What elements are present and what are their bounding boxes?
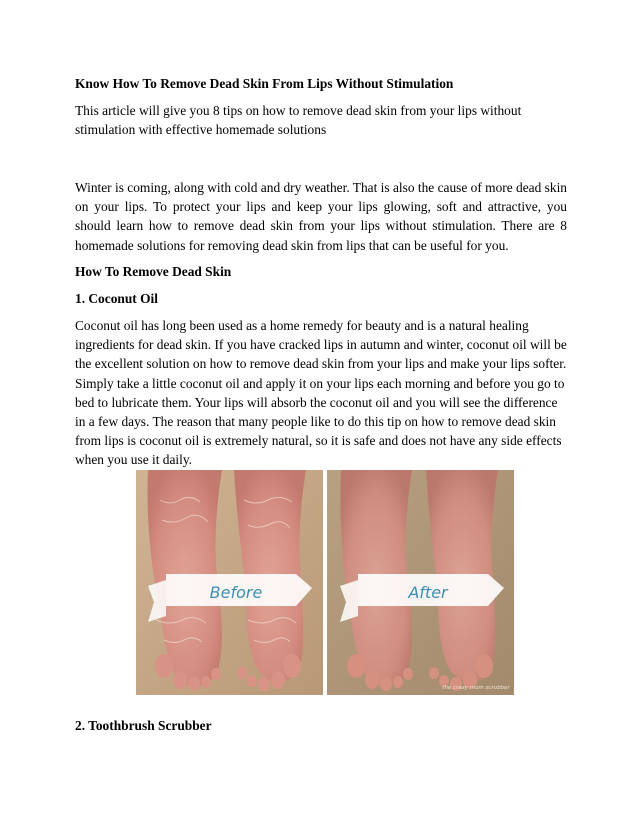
image-watermark: the crazy mom scrubber [442, 685, 510, 691]
intro-paragraph: This article will give you 8 tips on how to remove dead skin from your lips without stimulation with effective homemade solutions [75, 103, 522, 138]
section-heading: How To Remove Dead Skin [75, 264, 232, 279]
tip-2-heading: 2. Toothbrush Scrubber [75, 718, 212, 733]
document-title: Know How To Remove Dead Skin From Lips Without Stimulation [75, 76, 454, 91]
before-label: Before [209, 583, 263, 602]
tip-1-body: Coconut oil has long been used as a home remedy for beauty and is a natural healing ingredients for dead skin. If you have cracked lips in autumn and winter, coconut oil will be the excellent solution on how to remove dead skin from your lips and make your lips softer. Simply take a little coconut oil and apply it on your lips each morning and before you go to bed to lubricate them. Your lips will absorb the coconut oil and you will see the difference in a few days. The reason that many people like to do this tip on how to remove dead skin from lips is coconut oil is extremely natural, so it is safe and does not have any side effects when you use it daily. [75, 318, 567, 468]
after-label: After [408, 583, 448, 602]
before-after-feet-image [136, 470, 514, 695]
body-paragraph-1: Winter is coming, along with cold and dry weather. That is also the cause of more dead skin on your lips. To protect your lips and keep your lips glowing, soft and attractive, you should learn how to remove dead skin from your lips without stimulation. There are 8 homemade solutions for removing dead skin from lips that can be useful for you. [75, 180, 567, 253]
tip-1-heading: 1. Coconut Oil [75, 291, 158, 306]
